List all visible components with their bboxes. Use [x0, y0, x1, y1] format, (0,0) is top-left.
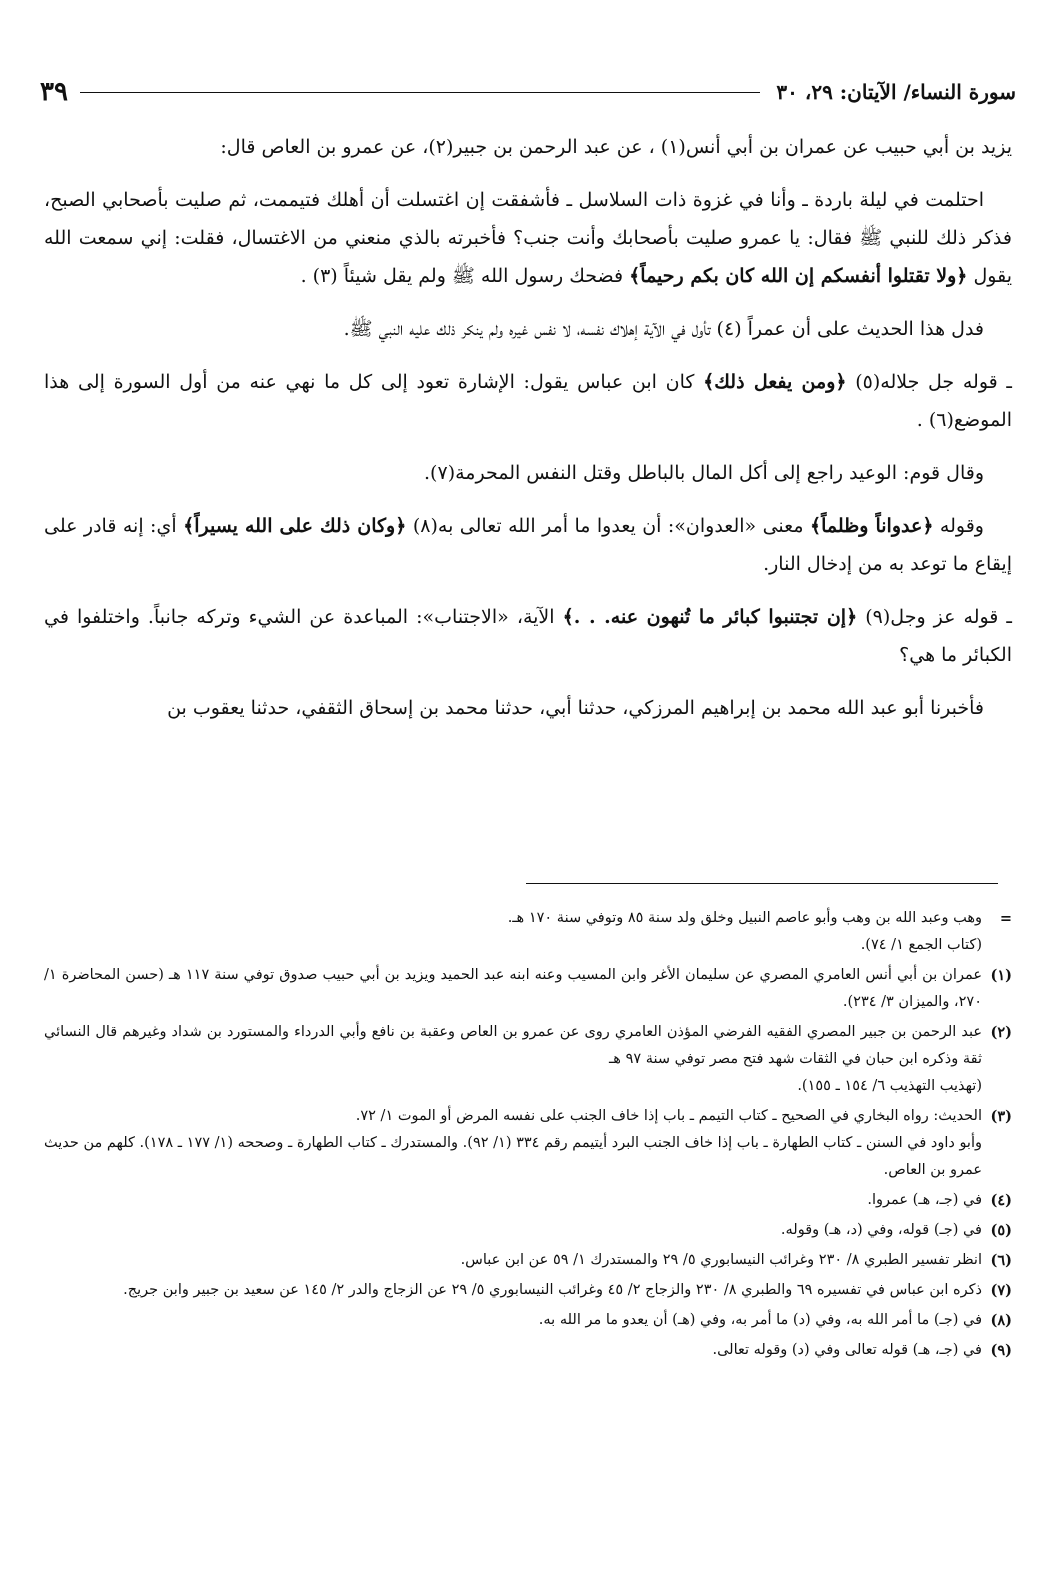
footnote-body: [44, 1247, 982, 1274]
paragraph-6-text-a: وقوله: [939, 515, 984, 537]
footnote-marker: (٤): [990, 1192, 1012, 1209]
footnote-marker: (٥): [990, 1222, 1012, 1239]
footnote-marker: (٩): [990, 1342, 1012, 1359]
quran-quote: ﴿ولا تقتلوا أنفسكم إن الله كان بكم رحيماً﴾: [629, 265, 968, 287]
paragraph-5-text: وقال قوم: الوعيد راجع إلى أكل المال بالباطل وقتل النفس المحرمة(٧).: [424, 462, 984, 484]
paragraph-4-text-a: ـ قوله جل جلاله(٥): [855, 371, 1012, 393]
footnote: [44, 1307, 1012, 1334]
header-title: سورة النساء/ الآيتان: ٢٩، ٣٠: [776, 80, 1016, 104]
paragraph-2: [44, 181, 1012, 295]
paragraph-4-text-b: كان ابن عباس يقول: الإشارة تعود إلى كل ما نهي عنه من أول السورة إلى هذا الموضع(٦) .: [44, 371, 1012, 431]
paragraph-8-text: فأخبرنا أبو عبد الله محمد بن إبراهيم المرزكي، حدثنا أبي، حدثنا محمد بن إسحاق الثقفي، حدثنا يعقوب بن: [167, 697, 984, 719]
footnotes: [44, 905, 1012, 1367]
paragraph-8: [44, 689, 1012, 727]
footnote-line: عمران بن أبي أنس العامري المصري عن سليمان الأغر وابن المسيب وعنه ابنه عبد الحميد ويزيد بن أبي حبيب صدوق توفي سنة ١١٧ هـ (حسن المحاضرة ١/ ٢٧٠، والميزان ٣/ ٢٣٤).: [44, 967, 982, 1010]
footnote-line: وأبو داود في السنن ـ كتاب الطهارة ـ باب إذا خاف الجنب البرد أيتيمم رقم ٣٣٤ (١/ ٩٢). والمستدرك ـ كتاب الطهارة ـ وصححه (١/ ١٧٧ ـ ١٧٨). كلهم من حديث عمرو بن العاص.: [44, 1135, 982, 1178]
footnote: [44, 1019, 1012, 1100]
footnote-body: [44, 1307, 982, 1334]
quran-quote: ﴿ومن يفعل ذلك﴾: [703, 371, 847, 393]
paragraph-3-text: فدل هذا الحديث على أن عمراً (٤) تأول في الآية إهلاك نفسه، لا نفس غيره ولم ينكر ذلك عليه النبي ﷺ.: [343, 318, 984, 340]
footnote-line: (كتاب الجمع ١/ ٧٤).: [860, 937, 982, 953]
quran-quote: ﴿وكان ذلك على الله يسيراً﴾: [183, 515, 407, 537]
header-rule: [80, 92, 760, 93]
paragraph-6-text-b: معنى «العدوان»: أن يعدوا ما أمر الله تعالى به(٨): [412, 515, 804, 537]
footnote-body: [44, 962, 982, 1016]
footnote-line: في (جـ، هـ) عمروا.: [867, 1192, 982, 1208]
footnote-separator: [526, 883, 998, 884]
footnote-marker: (٢): [990, 1024, 1012, 1041]
footnote-line: الحديث: رواه البخاري في الصحيح ـ كتاب التيمم ـ باب إذا خاف الجنب على نفسه المرض أو الموت ١/ ٧٢.: [355, 1108, 982, 1124]
paragraph-2-text-b: فضحك رسول الله ﷺ ولم يقل شيئاً (٣) .: [300, 265, 624, 287]
footnote-marker: (٧): [990, 1282, 1012, 1299]
paragraph-6: [44, 507, 1012, 583]
footnote: [44, 962, 1012, 1016]
footnote: [44, 1217, 1012, 1244]
footnote-marker: (٦): [990, 1252, 1012, 1269]
footnote: [44, 1277, 1012, 1304]
footnote-body: [44, 1217, 982, 1244]
footnote-body: [44, 905, 982, 959]
paragraph-4: [44, 363, 1012, 439]
footnote-line: في (جـ) ما أمر الله به، وفي (د) ما أمر به، وفي (هـ) أن يعدو ما مر الله به.: [538, 1312, 982, 1328]
footnote-marker: (٨): [990, 1312, 1012, 1329]
footnote: [44, 1103, 1012, 1184]
paragraph-5: [44, 454, 1012, 492]
footnote: [44, 1247, 1012, 1274]
quran-quote: ﴿إن تجتنبوا كبائر ما تُنهون عنه. . .﴾: [562, 606, 858, 628]
footnote-line: في (جـ) قوله، وفي (د، هـ) وقوله.: [780, 1222, 982, 1238]
footnote-body: [44, 1277, 982, 1304]
footnote-body: [44, 1337, 982, 1364]
footnote: [44, 1187, 1012, 1214]
page-number: ٣٩: [40, 77, 68, 107]
paragraph-7-text-a: ـ قوله عز وجل(٩): [865, 606, 1012, 628]
paragraph-7: [44, 598, 1012, 674]
footnote-line: وهب وعبد الله بن وهب وأبو عاصم النبيل وخلق ولد سنة ٨٥ وتوفي سنة ١٧٠ هـ.: [507, 910, 982, 926]
footnote-marker: =: [999, 910, 1012, 927]
footnote-body: [44, 1103, 982, 1184]
paragraph-1: [44, 128, 1012, 166]
footnote-marker: (١): [990, 967, 1012, 984]
paragraph-1-text: يزيد بن أبي حبيب عن عمران بن أبي أنس(١) ، عن عبد الرحمن بن جبير(٢)، عن عمرو بن العاص قال:: [220, 136, 1012, 158]
footnote-body: [44, 1187, 982, 1214]
footnote-body: [44, 1019, 982, 1100]
footnote-line: (تهذيب التهذيب ٦/ ١٥٤ ـ ١٥٥).: [797, 1078, 982, 1094]
footnote-line: في (جـ، هـ) قوله تعالى وفي (د) وقوله تعالى.: [712, 1342, 982, 1358]
paragraph-6-text-c: أي: إنه قادر على إيقاع ما توعد به من إدخال النار.: [44, 515, 1012, 575]
footnote: [44, 905, 1012, 959]
footnote-line: ذكره ابن عباس في تفسيره ٦٩ والطبري ٨/ ٢٣٠ والزجاج ٢/ ٤٥ وغرائب النيسابوري ٥/ ٢٩ عن الزجاج والدر ٢/ ١٤٥ عن سعيد بن جبير وابن جريج.: [123, 1282, 982, 1298]
footnote-line: عبد الرحمن بن جبير المصري الفقيه الفرضي المؤذن العامري روى عن عمرو بن العاص وعقبة بن نافع وأبي الدرداء والمستورد بن شداد وغيرهم قال النسائي ثقة وذكره ابن حبان في الثقات شهد فتح مصر توفي سنة ٩٧ هـ: [44, 1024, 982, 1067]
quran-quote: ﴿عدواناً وظلماً﴾: [809, 515, 934, 537]
main-text: [44, 128, 1012, 742]
running-header: [40, 72, 1016, 112]
paragraph-2-text-a: احتلمت في ليلة باردة ـ وأنا في غزوة ذات السلاسل ـ فأشفقت إن اغتسلت أن أهلك فتيممت، ثم صليت بأصحابي الصبح، فذكر ذلك للنبي ﷺ فقال: يا عمرو صليت بأصحابك وأنت جنب؟ فأخبرته بالذي منعني من الاغتسال، فقلت: إني سمعت الله يقول: [44, 189, 1012, 287]
footnote-marker: (٣): [990, 1108, 1012, 1125]
paragraph-3: [44, 310, 1012, 348]
paragraph-7-text-b: الآية، «الاجتناب»: المباعدة عن الشيء وتركه جانباً. واختلفوا في الكبائر ما هي؟: [44, 606, 1012, 666]
footnote-line: انظر تفسير الطبري ٨/ ٢٣٠ وغرائب النيسابوري ٥/ ٢٩ والمستدرك ١/ ٥٩ عن ابن عباس.: [460, 1252, 982, 1268]
footnote: [44, 1337, 1012, 1364]
